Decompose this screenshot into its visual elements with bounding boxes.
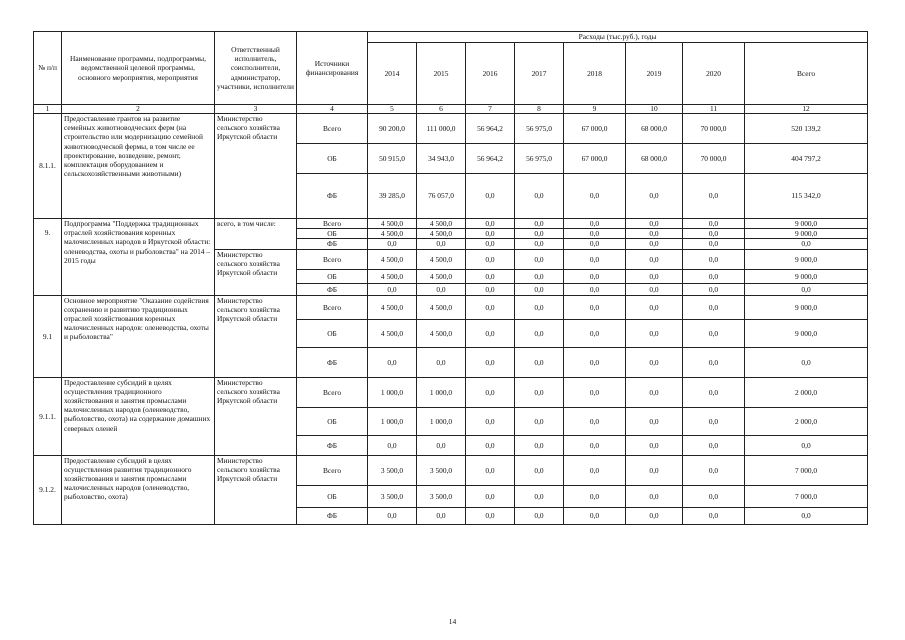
column-number: 7	[466, 105, 515, 114]
header-year: 2019	[626, 43, 683, 105]
column-number: 5	[368, 105, 417, 114]
value-cell: 0,0	[417, 347, 466, 377]
value-cell: 2 000,0	[745, 377, 868, 407]
column-number: 2	[62, 105, 215, 114]
value-cell: 0,0	[745, 435, 868, 455]
value-cell: 0,0	[515, 174, 564, 219]
value-cell: 9 000,0	[745, 295, 868, 319]
value-cell: 0,0	[564, 249, 626, 269]
value-cell: 0,0	[745, 507, 868, 524]
value-cell: 0,0	[626, 269, 683, 283]
value-cell: 0,0	[683, 455, 745, 485]
value-cell: 9 000,0	[745, 319, 868, 347]
header-year: 2020	[683, 43, 745, 105]
value-cell: 9 000,0	[745, 249, 868, 269]
value-cell: 0,0	[683, 347, 745, 377]
value-cell: 39 285,0	[368, 174, 417, 219]
column-number: 9	[564, 105, 626, 114]
value-cell: 0,0	[515, 239, 564, 249]
value-cell: 3 500,0	[417, 485, 466, 507]
value-cell: 0,0	[564, 295, 626, 319]
value-cell: 0,0	[515, 377, 564, 407]
value-cell: 3 500,0	[368, 485, 417, 507]
value-cell: 0,0	[626, 174, 683, 219]
value-cell: 9 000,0	[745, 229, 868, 239]
value-cell: 0,0	[626, 485, 683, 507]
value-cell: 0,0	[564, 407, 626, 435]
value-cell: 0,0	[683, 174, 745, 219]
value-cell: 0,0	[564, 455, 626, 485]
value-cell: 0,0	[683, 283, 745, 295]
source-cell: Всего	[297, 249, 368, 269]
value-cell: 70 000,0	[683, 144, 745, 174]
value-cell: 0,0	[564, 229, 626, 239]
value-cell: 4 500,0	[368, 295, 417, 319]
header-name: Наименование программы, подпрограммы, ведомственной целевой программы, основного мероприятия, мероприятия	[62, 32, 215, 105]
value-cell: 3 500,0	[417, 455, 466, 485]
value-cell: 0,0	[515, 229, 564, 239]
value-cell: 0,0	[368, 239, 417, 249]
row-executor: Министерство сельского хозяйства Иркутской области	[215, 114, 297, 219]
header-year: 2014	[368, 43, 417, 105]
value-cell: 0,0	[466, 269, 515, 283]
value-cell: 2 000,0	[745, 407, 868, 435]
value-cell: 0,0	[683, 407, 745, 435]
value-cell: 1 000,0	[368, 377, 417, 407]
source-cell: Всего	[297, 455, 368, 485]
row-executor: Министерство сельского хозяйства Иркутской области	[215, 295, 297, 377]
value-cell: 520 139,2	[745, 114, 868, 144]
value-cell: 0,0	[626, 229, 683, 239]
value-cell: 50 915,0	[368, 144, 417, 174]
value-cell: 0,0	[626, 249, 683, 269]
row-name: Предоставление субсидий в целях осуществления развития традиционного хозяйствования и занятия промыслами малочисленных народов (оленеводство, рыболовство, охота)	[62, 455, 215, 524]
value-cell: 0,0	[564, 377, 626, 407]
value-cell: 56 975,0	[515, 144, 564, 174]
header-year: 2016	[466, 43, 515, 105]
row-executor: Министерство сельского хозяйства Иркутской области	[215, 455, 297, 524]
value-cell: 0,0	[466, 377, 515, 407]
value-cell: 4 500,0	[368, 229, 417, 239]
value-cell: 0,0	[745, 283, 868, 295]
value-cell: 9 000,0	[745, 269, 868, 283]
source-cell: Всего	[297, 114, 368, 144]
value-cell: 0,0	[564, 347, 626, 377]
column-number: 6	[417, 105, 466, 114]
value-cell: 0,0	[466, 347, 515, 377]
value-cell: 0,0	[368, 507, 417, 524]
header-year: 2017	[515, 43, 564, 105]
value-cell: 56 964,2	[466, 114, 515, 144]
column-number: 10	[626, 105, 683, 114]
value-cell: 90 200,0	[368, 114, 417, 144]
value-cell: 0,0	[564, 485, 626, 507]
row-num: 9.	[34, 219, 62, 296]
value-cell: 0,0	[515, 269, 564, 283]
source-cell: ОБ	[297, 229, 368, 239]
value-cell: 3 500,0	[368, 455, 417, 485]
value-cell: 0,0	[515, 319, 564, 347]
value-cell: 0,0	[368, 283, 417, 295]
row-name: Подпрограмма "Поддержка традиционных отраслей хозяйствования коренных малочисленных народов в Иркутской области: оленеводства, охоты и рыболовства" на 2014 – 2015 годы	[62, 219, 215, 296]
value-cell: 0,0	[683, 377, 745, 407]
header-total: Всего	[745, 43, 868, 105]
value-cell: 0,0	[626, 283, 683, 295]
value-cell: 1 000,0	[417, 377, 466, 407]
value-cell: 0,0	[515, 295, 564, 319]
value-cell: 0,0	[626, 455, 683, 485]
value-cell: 56 975,0	[515, 114, 564, 144]
value-cell: 404 797,2	[745, 144, 868, 174]
column-number: 11	[683, 105, 745, 114]
value-cell: 0,0	[626, 295, 683, 319]
column-number: 1	[34, 105, 62, 114]
row-num: 9.1	[34, 295, 62, 377]
source-cell: ФБ	[297, 347, 368, 377]
value-cell: 68 000,0	[626, 114, 683, 144]
value-cell: 0,0	[564, 239, 626, 249]
source-cell: Всего	[297, 295, 368, 319]
value-cell: 0,0	[466, 229, 515, 239]
value-cell: 0,0	[466, 283, 515, 295]
value-cell: 0,0	[626, 377, 683, 407]
value-cell: 0,0	[564, 219, 626, 229]
value-cell: 7 000,0	[745, 455, 868, 485]
header-year: 2015	[417, 43, 466, 105]
value-cell: 0,0	[683, 239, 745, 249]
header-num: № п/п	[34, 32, 62, 105]
value-cell: 0,0	[466, 319, 515, 347]
value-cell: 0,0	[515, 485, 564, 507]
value-cell: 4 500,0	[368, 249, 417, 269]
table-row	[34, 455, 868, 485]
value-cell: 0,0	[515, 455, 564, 485]
value-cell: 0,0	[626, 319, 683, 347]
source-cell: ОБ	[297, 269, 368, 283]
column-numbers-row	[34, 105, 868, 114]
source-cell: ОБ	[297, 319, 368, 347]
column-number: 8	[515, 105, 564, 114]
value-cell: 0,0	[683, 507, 745, 524]
row-name: Основное мероприятие "Оказание содействия сохранению и развитию традиционных отраслей хозяйствования коренных малочисленных народов: оленеводства, охоты и рыболовства"	[62, 295, 215, 377]
column-number: 3	[215, 105, 297, 114]
value-cell: 0,0	[683, 249, 745, 269]
value-cell: 0,0	[564, 283, 626, 295]
value-cell: 0,0	[466, 507, 515, 524]
value-cell: 76 057,0	[417, 174, 466, 219]
value-cell: 0,0	[683, 435, 745, 455]
source-cell: Всего	[297, 219, 368, 229]
value-cell: 0,0	[683, 295, 745, 319]
value-cell: 0,0	[626, 507, 683, 524]
value-cell: 4 500,0	[417, 269, 466, 283]
value-cell: 0,0	[515, 249, 564, 269]
source-cell: ФБ	[297, 283, 368, 295]
value-cell: 0,0	[417, 507, 466, 524]
value-cell: 0,0	[466, 219, 515, 229]
page-number: 14	[448, 617, 457, 626]
row-name: Предоставление субсидий в целях осуществления традиционного хозяйствования и занятия промыслами малочисленных народов (оленеводство, рыболовство, охота) на содержание домашних северных оленей	[62, 377, 215, 455]
value-cell: 0,0	[564, 174, 626, 219]
value-cell: 0,0	[745, 347, 868, 377]
table-body	[34, 105, 868, 525]
table-row	[34, 295, 868, 319]
value-cell: 4 500,0	[417, 219, 466, 229]
source-cell: ФБ	[297, 507, 368, 524]
value-cell: 0,0	[745, 239, 868, 249]
row-num: 9.1.1.	[34, 377, 62, 455]
value-cell: 0,0	[368, 435, 417, 455]
column-number: 4	[297, 105, 368, 114]
value-cell: 1 000,0	[417, 407, 466, 435]
value-cell: 0,0	[564, 435, 626, 455]
value-cell: 0,0	[515, 507, 564, 524]
column-number: 12	[745, 105, 868, 114]
value-cell: 0,0	[417, 283, 466, 295]
value-cell: 0,0	[626, 347, 683, 377]
value-cell: 0,0	[466, 435, 515, 455]
value-cell: 0,0	[368, 347, 417, 377]
value-cell: 56 964,2	[466, 144, 515, 174]
value-cell: 0,0	[626, 407, 683, 435]
value-cell: 4 500,0	[417, 319, 466, 347]
value-cell: 68 000,0	[626, 144, 683, 174]
value-cell: 4 500,0	[368, 269, 417, 283]
value-cell: 0,0	[683, 485, 745, 507]
table-row	[34, 219, 868, 229]
value-cell: 0,0	[626, 239, 683, 249]
value-cell: 4 500,0	[417, 229, 466, 239]
source-cell: ОБ	[297, 144, 368, 174]
table-row	[34, 377, 868, 407]
row-executor: всего, в том числе:	[215, 219, 297, 250]
source-cell: ФБ	[297, 239, 368, 249]
value-cell: 0,0	[466, 407, 515, 435]
value-cell: 9 000,0	[745, 219, 868, 229]
value-cell: 4 500,0	[417, 295, 466, 319]
source-cell: ОБ	[297, 407, 368, 435]
value-cell: 0,0	[417, 239, 466, 249]
value-cell: 0,0	[515, 347, 564, 377]
row-name: Предоставление грантов на развитие семейных животноводческих ферм (на строительство или модернизацию семейной животноводческой фермы, в том числе ее проектирование, возведение, ремонт, комплектация оборудованием и сельскохозяйственными животными)	[62, 114, 215, 219]
header-source: Источники финансирования	[297, 32, 368, 105]
value-cell: 0,0	[683, 229, 745, 239]
row-num: 8.1.1.	[34, 114, 62, 219]
value-cell: 67 000,0	[564, 144, 626, 174]
value-cell: 0,0	[564, 507, 626, 524]
value-cell: 0,0	[564, 319, 626, 347]
row-num: 9.1.2.	[34, 455, 62, 524]
value-cell: 0,0	[515, 435, 564, 455]
value-cell: 0,0	[466, 249, 515, 269]
header-year: 2018	[564, 43, 626, 105]
value-cell: 4 500,0	[368, 219, 417, 229]
value-cell: 0,0	[626, 219, 683, 229]
header-expenses: Расходы (тыс.руб.), годы	[368, 32, 868, 43]
source-cell: ФБ	[297, 174, 368, 219]
value-cell: 0,0	[466, 485, 515, 507]
source-cell: ФБ	[297, 435, 368, 455]
value-cell: 0,0	[466, 295, 515, 319]
value-cell: 0,0	[626, 435, 683, 455]
value-cell: 34 943,0	[417, 144, 466, 174]
value-cell: 0,0	[683, 269, 745, 283]
header-executor: Ответственный исполнитель, соисполнители, администратор, участники, исполнители	[215, 32, 297, 105]
table-row	[34, 114, 868, 144]
value-cell: 0,0	[466, 239, 515, 249]
value-cell: 70 000,0	[683, 114, 745, 144]
value-cell: 0,0	[683, 319, 745, 347]
value-cell: 0,0	[515, 407, 564, 435]
value-cell: 0,0	[417, 435, 466, 455]
value-cell: 115 342,0	[745, 174, 868, 219]
value-cell: 0,0	[466, 174, 515, 219]
value-cell: 4 500,0	[368, 319, 417, 347]
value-cell: 0,0	[683, 219, 745, 229]
value-cell: 0,0	[515, 283, 564, 295]
value-cell: 67 000,0	[564, 114, 626, 144]
value-cell: 1 000,0	[368, 407, 417, 435]
value-cell: 111 000,0	[417, 114, 466, 144]
source-cell: ОБ	[297, 485, 368, 507]
value-cell: 0,0	[515, 219, 564, 229]
row-executor: Министерство сельского хозяйства Иркутской области	[215, 377, 297, 455]
expenses-table	[33, 31, 868, 525]
source-cell: Всего	[297, 377, 368, 407]
value-cell: 7 000,0	[745, 485, 868, 507]
row-executor: Министерство сельского хозяйства Иркутской области	[215, 249, 297, 295]
value-cell: 0,0	[466, 455, 515, 485]
value-cell: 4 500,0	[417, 249, 466, 269]
value-cell: 0,0	[564, 269, 626, 283]
